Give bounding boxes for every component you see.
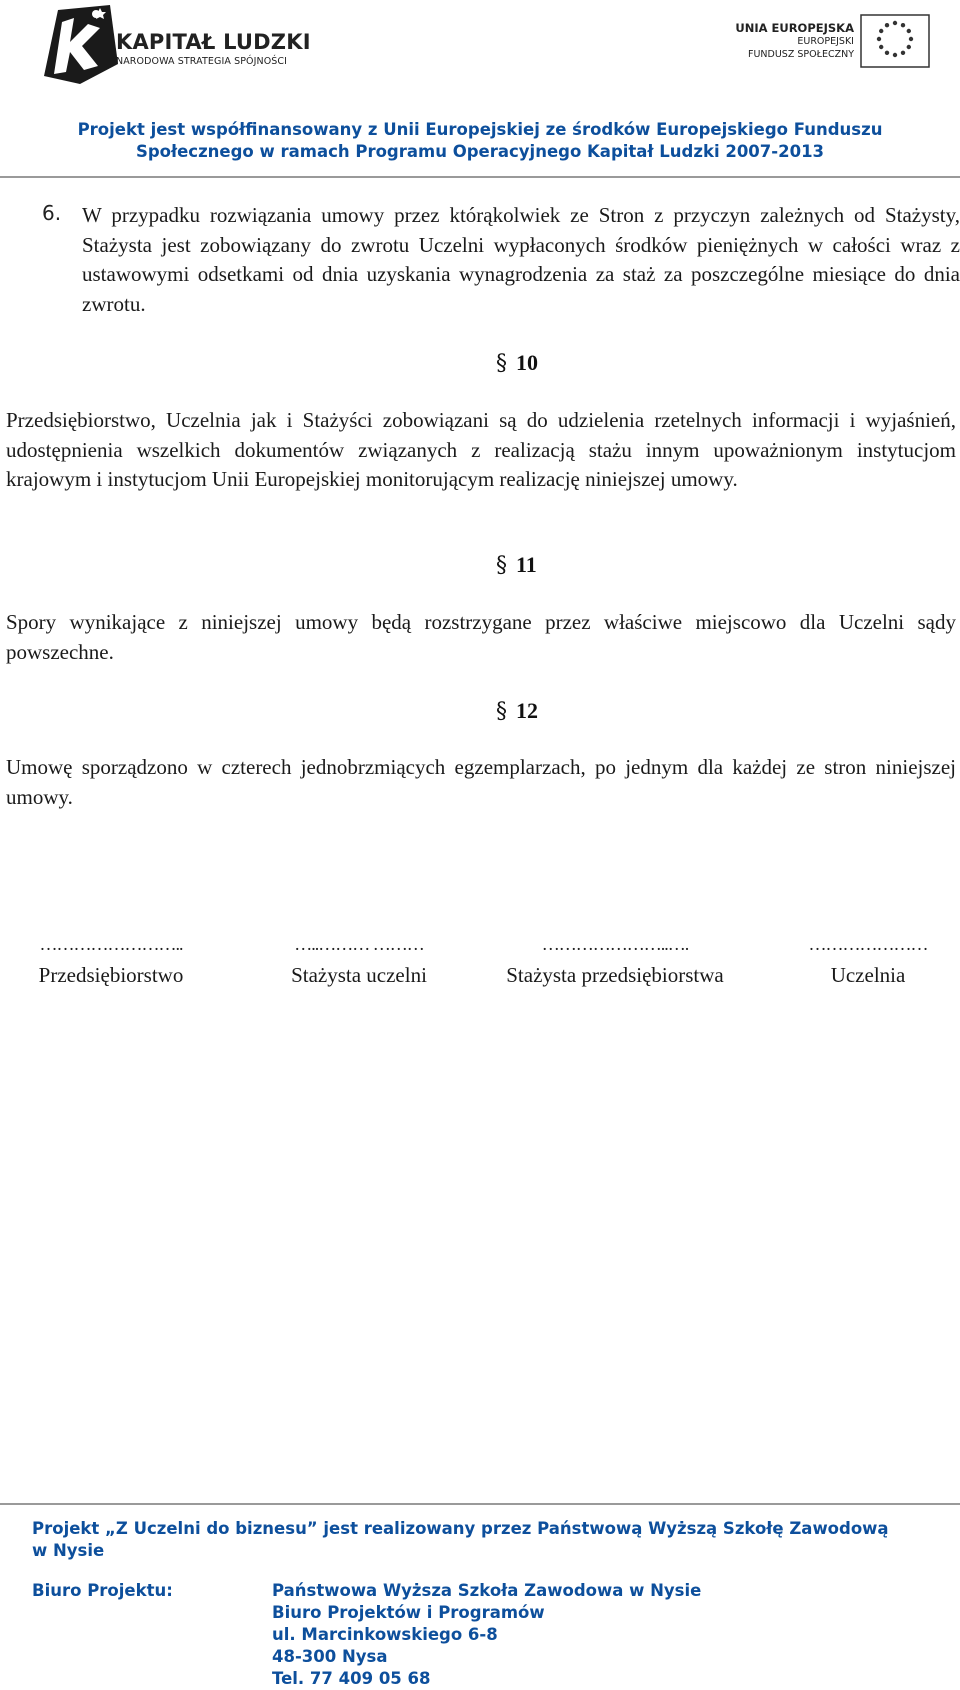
footer-office-details [272, 1580, 701, 1690]
signature-block-university-intern [254, 933, 464, 989]
funding-note [0, 119, 960, 163]
eu-flag-icon [860, 14, 930, 68]
footer-office-label: Biuro Projektu: [32, 1581, 173, 1600]
footer-divider [0, 1503, 960, 1505]
section-number: 10 [516, 350, 538, 375]
signature-line: ………………… [808, 934, 928, 954]
section-number: 12 [516, 698, 538, 723]
clause-item-number: 6. [42, 201, 62, 225]
section-text-11: Spory wynikające z niniejszej umowy będą rozstrzygane przez właściwe miejscowo dla Uczelni sądy powszechne. [6, 610, 956, 664]
signature-block-university [778, 933, 958, 989]
footer-office-line: Biuro Projektów i Programów [272, 1603, 545, 1622]
signature-label: Uczelnia [830, 963, 906, 987]
signature-line: …………………….. [39, 934, 183, 954]
funding-note-line2: Społecznego w ramach Programu Operacyjnego Kapitał Ludzki 2007-2013 [135, 142, 825, 161]
kapital-ludzki-logo [40, 2, 311, 86]
signature-line: …..……… ……… [294, 934, 424, 954]
signature-label: Stażysta przedsiębiorstwa [506, 963, 724, 987]
section-symbol: § [496, 553, 507, 578]
eu-logo-line3: FUNDUSZ SPOŁECZNY [748, 49, 854, 60]
section-heading-12 [496, 698, 538, 724]
clause-item-text: W przypadku rozwiązania umowy przez którąkolwiek ze Stron z przyczyn zależnych od Stażysty, Stażysta jest zobowiązany do zwrotu Uczelni wypłaconych środków pieniężnych w całości wraz z ustawowymi odsetkami od dnia uzyskania wynagrodzenia za staż za poszczególne miesiące do dnia zwrotu. [82, 203, 960, 316]
section-heading-10 [496, 350, 538, 376]
kapital-ludzki-subtitle: NARODOWA STRATEGIA SPÓJNOŚCI [116, 56, 288, 67]
section-heading-11 [496, 552, 537, 578]
eu-logo-line2: EUROPEJSKI [797, 36, 854, 47]
eu-logo-line1: UNIA EUROPEJSKA [735, 21, 854, 35]
footer-project-line1: Projekt „Z Uczelni do biznesu” jest realizowany przez Państwową Wyższą Szkołę Zawodową [32, 1519, 889, 1538]
signature-block-company-intern [470, 933, 760, 989]
eu-logo [730, 14, 930, 84]
funding-note-line1: Projekt jest współfinansowany z Unii Europejskiej ze środków Europejskiego Funduszu [77, 120, 883, 139]
footer-office-line: Tel. 77 409 05 68 [272, 1669, 431, 1688]
footer-project-note [32, 1518, 889, 1562]
footer-office-line: ul. Marcinkowskiego 6-8 [272, 1625, 498, 1644]
section-number: 11 [516, 552, 537, 577]
signature-label: Stażysta uczelni [291, 963, 427, 987]
footer-office-line: 48-300 Nysa [272, 1647, 388, 1666]
signature-block-company [6, 933, 216, 989]
header-divider [0, 176, 960, 178]
section-symbol: § [496, 351, 507, 376]
signature-line: …………………..…. [541, 934, 689, 954]
footer-project-line2: w Nysie [32, 1541, 105, 1560]
eu-logo-text [735, 21, 854, 61]
kapital-ludzki-emblem-icon [40, 2, 122, 86]
section-symbol: § [496, 699, 507, 724]
section-text-10: Przedsiębiorstwo, Uczelnia jak i Stażyści zobowiązani są do udzielenia rzetelnych informacji i wyjaśnień, udostępnienia wszelkich dokumentów związanych z realizacją stażu innym upoważnionym instytucjom krajowym i instytucjom Unii Europejskiej monitorującym realizację niniejszej umowy. [6, 408, 956, 491]
footer-office-line: Państwowa Wyższa Szkoła Zawodowa w Nysie [272, 1581, 702, 1600]
kapital-ludzki-title: KAPITAŁ LUDZKI [116, 30, 311, 54]
section-text-12: Umowę sporządzono w czterech jednobrzmiących egzemplarzach, po jednym dla każdej ze stron niniejszej umowy. [6, 755, 956, 809]
signature-label: Przedsiębiorstwo [38, 963, 184, 987]
